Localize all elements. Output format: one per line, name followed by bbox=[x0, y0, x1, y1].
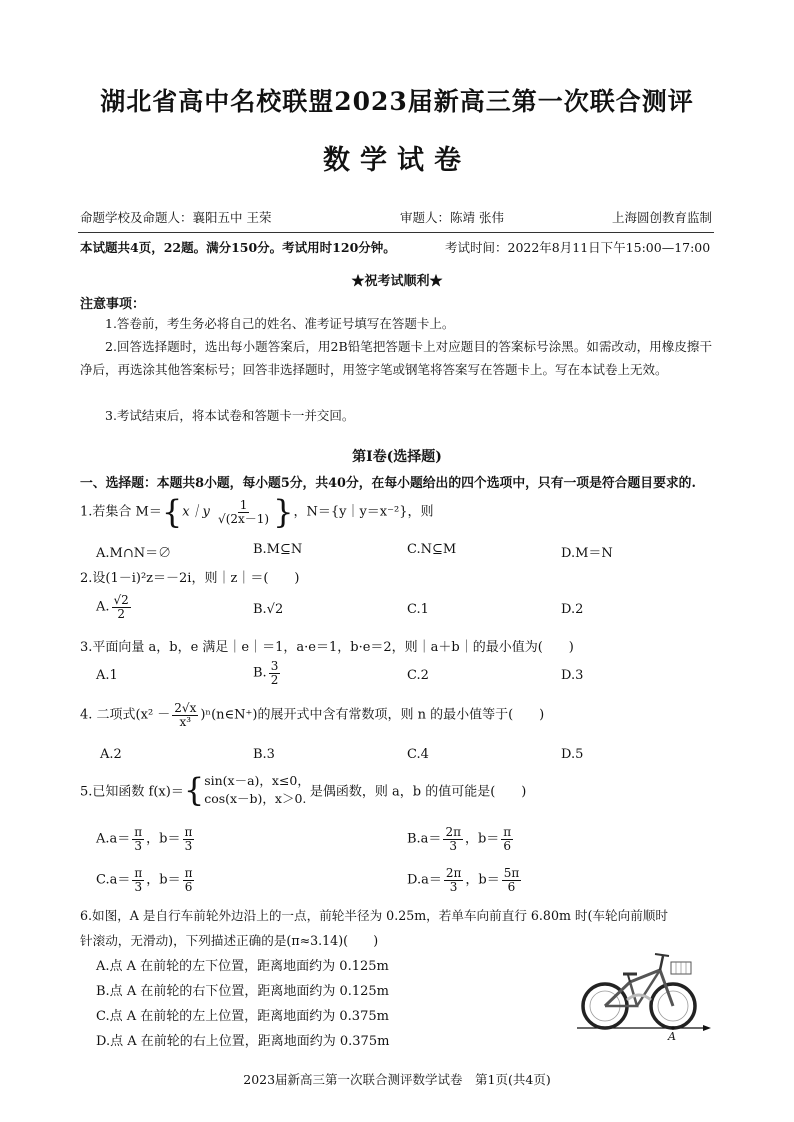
exam-title: 湖北省高中名校联盟2023届新高三第一次联合测评 bbox=[100, 87, 694, 116]
question-2-option-a: A. $\frac{√2}{2}$ bbox=[96, 593, 129, 621]
notice-title: 注意事项： bbox=[80, 297, 146, 312]
notice-item: 2.回答选择题时，选出每小题答案后，用2B铅笔把答题卡上对应题目的答案标号涂黑。如需改动，用橡皮擦干净后，再选涂其他答案标号；回答非选择题时，用签字笔或钢笔将答案写在答题卡上。写在本试卷上无效。 bbox=[80, 339, 712, 377]
figure-point-label: A bbox=[668, 1030, 676, 1043]
question-4-option-d: D.5 bbox=[561, 747, 584, 762]
question-6-option-a: A.点 A 在前轮的左下位置，距离地面约为 0.125m bbox=[96, 959, 389, 974]
good-luck-banner: ★祝考试顺利★ bbox=[351, 274, 443, 289]
question-6-option-b: B.点 A 在前轮的右下位置，距离地面约为 0.125m bbox=[96, 984, 390, 999]
question-1-stem: 1.若集合 M＝{x｜y $\frac{1}{√(2x-1)}$ }，N＝{y｜y＝x⁻²}，则 bbox=[80, 493, 434, 531]
question-2-option-c: C.1 bbox=[407, 602, 429, 617]
question-6-stem-line1: 6.如图，A 是自行车前轮外边沿上的一点，前轮半径为 0.25m，若单车向前直行 6.80m 时(车轮向前顺时 bbox=[80, 908, 668, 923]
question-3-option-d: D.3 bbox=[561, 668, 584, 683]
question-3-option-c: C.2 bbox=[407, 668, 429, 683]
reviewers: 审题人：陈靖 张伟 bbox=[400, 210, 504, 225]
part-title: 第Ⅰ卷(选择题) bbox=[352, 449, 442, 465]
question-4-option-b: B.3 bbox=[253, 747, 275, 762]
question-2-option-d: D.2 bbox=[561, 602, 584, 617]
question-1-option-d: D.M＝N bbox=[561, 546, 613, 561]
question-2-option-b: B.√2 bbox=[253, 602, 284, 617]
question-6-option-c: C.点 A 在前轮的左上位置，距离地面约为 0.375m bbox=[96, 1009, 389, 1024]
question-3-option-b: B. $\frac{3}{2}$ bbox=[253, 659, 279, 687]
direction-arrow bbox=[703, 1025, 711, 1031]
question-5-option-b: B.a＝ $\frac{2\pi}{3}$ ，b＝ $\frac{\pi}{6}$ bbox=[407, 825, 512, 853]
question-5-option-a: A.a＝ $\frac{\pi}{3}$ ，b＝ $\frac{\pi}{3}$ bbox=[96, 825, 193, 853]
question-4-option-a: A.2 bbox=[100, 747, 122, 762]
notice-item: 1.答卷前，考生务必将自己的姓名、准考证号填写在答题卡上。 bbox=[105, 316, 455, 331]
authors: 命题学校及命题人：襄阳五中 王荣 bbox=[80, 210, 272, 225]
header-divider bbox=[78, 232, 714, 233]
exam-time: 考试时间：2022年8月11日下午15:00—17:00 bbox=[445, 240, 711, 255]
question-6-option-d: D.点 A 在前轮的右上位置，距离地面约为 0.375m bbox=[96, 1034, 390, 1049]
exam-info: 本试题共4页，22题。满分150分。考试用时120分钟。 bbox=[80, 240, 396, 255]
supervisor: 上海圆创教育监制 bbox=[611, 210, 712, 225]
notice-item: 3.考试结束后，将本试卷和答题卡一并交回。 bbox=[105, 408, 355, 423]
bicycle-figure bbox=[575, 940, 715, 1048]
page-footer: 2023届新高三第一次联合测评数学试卷 第1页(共4页) bbox=[243, 1072, 551, 1087]
question-4-stem: 4. 二项式(x² － $\frac{2√x}{\text{x³}}$ )ⁿ(n∈N⁺)的展开式中含有常数项，则 n 的最小值等于( ) bbox=[80, 701, 545, 729]
section-title: 一、选择题：本题共8小题，每小题5分，共40分，在每小题给出的四个选项中，只有一项是符合题目要求的. bbox=[80, 476, 696, 491]
question-1-option-c: C.N⊆M bbox=[407, 542, 457, 557]
question-4-option-c: C.4 bbox=[407, 747, 429, 762]
question-5-stem: 5.已知函数 f(x)＝{sin(x－a)，x≤0， cos(x－b)，x＞0. 是偶函数，则 a，b 的值可能是( ) bbox=[80, 771, 527, 809]
question-3-stem: 3.平面向量 a，b，e 满足｜e｜＝1，a·e＝1，b·e＝2，则｜a＋b｜的最小值为( ) bbox=[80, 640, 574, 655]
question-3-option-a: A.1 bbox=[96, 668, 118, 683]
question-2-stem: 2.设(1－i)²z＝－2i，则｜z｜＝( ) bbox=[80, 571, 300, 586]
question-6-stem-line2: 针滚动，无滑动)，下列描述正确的是(π≈3.14)( ) bbox=[80, 933, 379, 948]
question-1-option-b: B.M⊆N bbox=[253, 542, 303, 557]
question-5-option-d: D.a＝ $\frac{2\pi}{3}$ ，b＝ $\frac{5\pi}{6}$ bbox=[407, 866, 520, 894]
question-5-option-c: C.a＝ $\frac{\pi}{3}$ ，b＝ $\frac{\pi}{6}$ bbox=[96, 866, 193, 894]
question-1-option-a: A.M∩N＝∅ bbox=[96, 546, 172, 561]
exam-subtitle: 数学试卷 bbox=[323, 145, 471, 176]
